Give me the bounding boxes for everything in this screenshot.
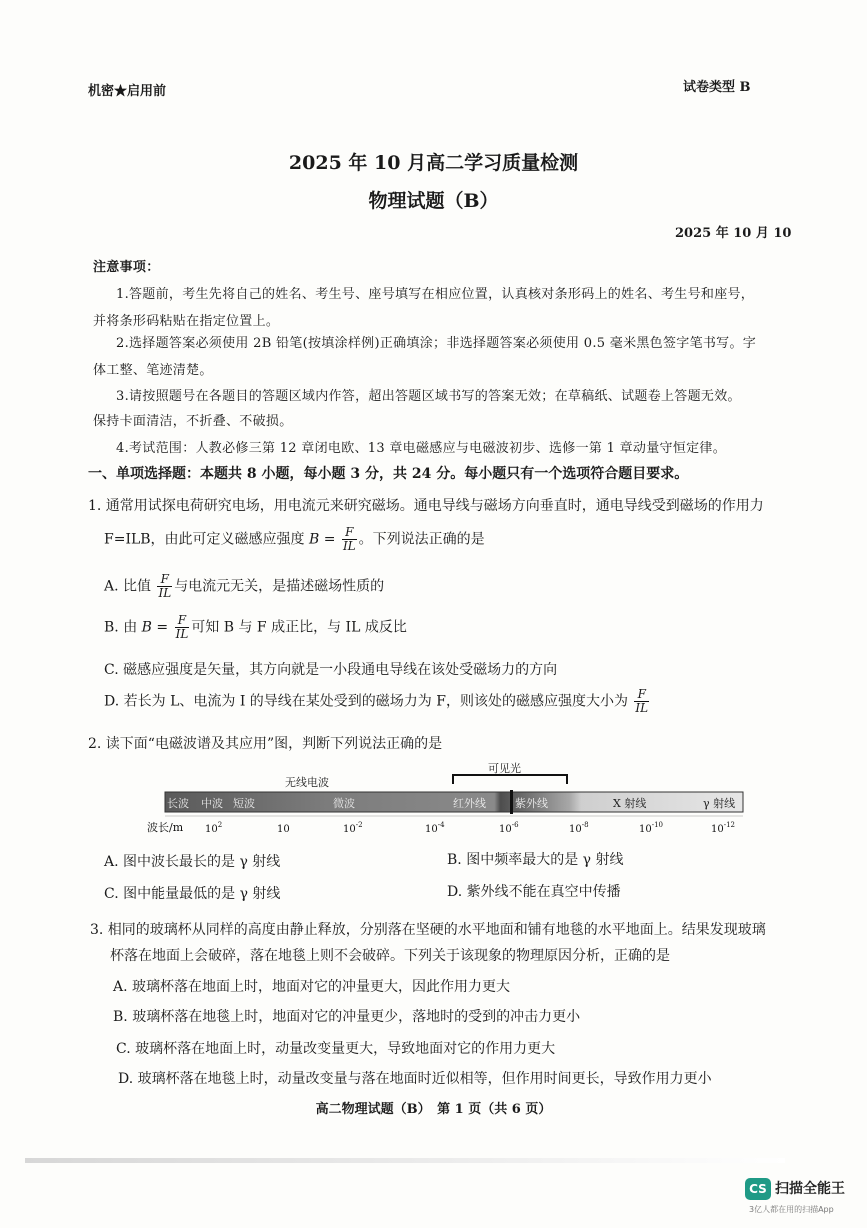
frac-numerator: F — [634, 688, 649, 702]
q3-option-c: C. 玻璃杯落在地面上时，动量改变量更大，导致地面对它的作用力更大 — [116, 1041, 556, 1057]
frac-denominator: IL — [635, 701, 649, 715]
wavelength-tick-1: 10 — [277, 824, 290, 835]
notice-item-3-line-1: 3.请按照题号在各题目的答题区域内作答，超出答题区域书写的答案无效；在草稿纸、试题卷上答题无效。 — [116, 389, 741, 404]
wavelength-tick-7: $10^{-12}$ — [711, 821, 736, 835]
wavelength-tick-3: $10^{-4}$ — [425, 821, 445, 835]
band-label-3: 微波 — [333, 797, 355, 810]
frac-numerator: F — [157, 573, 172, 587]
notice-item-4: 4.考试范围：人教必修三第 12 章闭电欧、13 章电磁感应与电磁波初步、选修一第 1 章动量守恒定律。 — [116, 441, 727, 456]
q3-stem-line-1: 3. 相同的玻璃杯从同样的高度由静止释放，分别落在坚硬的水平地面和铺有地毯的水平地面上。结果发现玻璃 — [90, 922, 766, 938]
visible-light-label: 可见光 — [488, 762, 521, 775]
notice-item-2-line-2: 体工整、笔迹清楚。 — [93, 363, 213, 378]
notice-item-1-line-2: 并将条形码粘贴在指定位置上。 — [93, 314, 280, 329]
q1-stem-line-2 — [104, 526, 485, 553]
q2-option-b: B. 图中频率最大的是 γ 射线 — [447, 852, 624, 868]
wavelength-tick-5: $10^{-8}$ — [569, 821, 589, 835]
page-title: 2025 年 10 月高二学习质量检测 — [288, 152, 579, 174]
band-label-4: 红外线 — [453, 797, 486, 810]
frac-denominator: IL — [175, 627, 189, 641]
q3-option-d: D. 玻璃杯落在地毯上时，动量改变量与落在地面时近似相等，但作用时间更长，导致作用力更小 — [118, 1071, 712, 1087]
band-label-7: γ 射线 — [703, 797, 736, 810]
q3-option-a: A. 玻璃杯落在地面上时，地面对它的冲量更大，因此作用力更大 — [113, 979, 511, 995]
q1-option-a-fraction — [157, 573, 172, 600]
page-footer: 高二物理试题（B） 第 1 页（共 6 页） — [315, 1102, 552, 1117]
scanner-watermark — [745, 1176, 863, 1222]
visible-light-bracket — [453, 775, 567, 784]
frac-denominator: IL — [158, 586, 172, 600]
band-label-0: 长波 — [167, 797, 189, 810]
confidential-mark: 机密★启用前 — [88, 84, 167, 99]
q1-option-b-fraction — [175, 614, 190, 641]
wavelength-tick-0: $10^2$ — [205, 821, 223, 835]
band-label-6: X 射线 — [613, 797, 647, 810]
watermark-tagline: 3亿人都在用的扫描App — [749, 1205, 834, 1214]
q1-option-a-prefix: A. 比值 — [104, 578, 152, 595]
scan-edge-stripe — [25, 1158, 785, 1163]
wavelength-tick-4: $10^{-6}$ — [499, 821, 519, 835]
wavelength-tick-2: $10^{-2}$ — [343, 821, 363, 835]
q1-option-d-prefix: D. 若长为 L、电流为 I 的导线在某处受到的磁场力为 F，则该处的磁感应强度大小为 — [104, 693, 628, 710]
notice-item-3-line-2: 保持卡面清洁，不折叠、不破损。 — [93, 414, 293, 429]
frac-denominator: IL — [342, 539, 356, 553]
q1-option-a-suffix: 与电流元无关，是描述磁场性质的 — [174, 578, 385, 595]
q1-stem-prefix: F=ILB，由此可定义磁感应强度 — [104, 531, 305, 548]
frac-numerator: F — [342, 526, 357, 540]
paper-type: 试卷类型 B — [683, 80, 751, 95]
q1-option-b-eq: B = — [141, 619, 169, 636]
q3-stem-line-2: 杯落在地面上会破碎，落在地毯上则不会破碎。下列关于该现象的物理原因分析，正确的是 — [110, 948, 670, 964]
visible-divider — [510, 790, 513, 814]
q2-option-d: D. 紫外线不能在真空中传播 — [447, 884, 621, 900]
notice-heading: 注意事项： — [93, 260, 160, 275]
radio-wave-label: 无线电波 — [285, 776, 329, 789]
q1-option-a — [104, 573, 384, 600]
q1-stem-line-1: 1. 通常用试探电荷研究电场，用电流元来研究磁场。通电导线与磁场方向垂直时，通电导线受到磁场的作用力 — [88, 498, 764, 514]
section-heading: 一、单项选择题：本题共 8 小题，每小题 3 分，共 24 分。每小题只有一个选项符合题目要求。 — [88, 466, 689, 482]
exam-date: 2025 年 10 月 10 — [675, 226, 792, 241]
watermark-app-name: 扫描全能王 — [775, 1181, 845, 1197]
notice-item-2-line-1: 2.选择题答案必须使用 2B 铅笔(按填涂样例)正确填涂；非选择题答案必须使用 0.5 毫米黑色签字笔书写。字 — [116, 336, 757, 351]
page-subtitle: 物理试题（B） — [368, 190, 499, 212]
q2-option-c: C. 图中能量最低的是 γ 射线 — [104, 886, 281, 902]
band-label-5: 紫外线 — [515, 797, 548, 810]
frac-numerator: F — [175, 614, 190, 628]
q1-option-d-fraction — [634, 688, 649, 715]
q1-option-d — [104, 688, 651, 715]
wavelength-tick-6: $10^{-10}$ — [639, 821, 664, 835]
q2-stem: 2. 读下面“电磁波谱及其应用”图，判断下列说法正确的是 — [88, 736, 443, 752]
q1-stem-fraction — [342, 526, 357, 553]
q3-option-b: B. 玻璃杯落在地毯上时，地面对它的冲量更少，落地时的受到的冲击力更小 — [113, 1009, 581, 1025]
wavelength-axis-label: 波长/m — [147, 821, 184, 834]
q1-stem-eq: B = — [309, 531, 336, 548]
q1-option-b — [104, 614, 407, 641]
q1-stem-suffix: 。下列说法正确的是 — [358, 531, 485, 548]
q2-option-a: A. 图中波长最长的是 γ 射线 — [104, 854, 281, 870]
q1-option-b-prefix: B. 由 — [104, 619, 138, 636]
q1-option-b-suffix: 可知 B 与 F 成正比，与 IL 成反比 — [191, 619, 407, 636]
q1-option-c: C. 磁感应强度是矢量，其方向就是一小段通电导线在该处受磁场力的方向 — [104, 662, 558, 678]
cs-logo-icon: CS — [745, 1178, 771, 1200]
band-label-1: 中波 — [201, 797, 223, 810]
notice-item-1-line-1: 1.答题前，考生先将自己的姓名、考生号、座号填写在相应位置，认真核对条形码上的姓名、考生号和座号， — [116, 287, 755, 302]
band-label-2: 短波 — [233, 797, 255, 810]
em-spectrum-diagram — [147, 762, 755, 844]
